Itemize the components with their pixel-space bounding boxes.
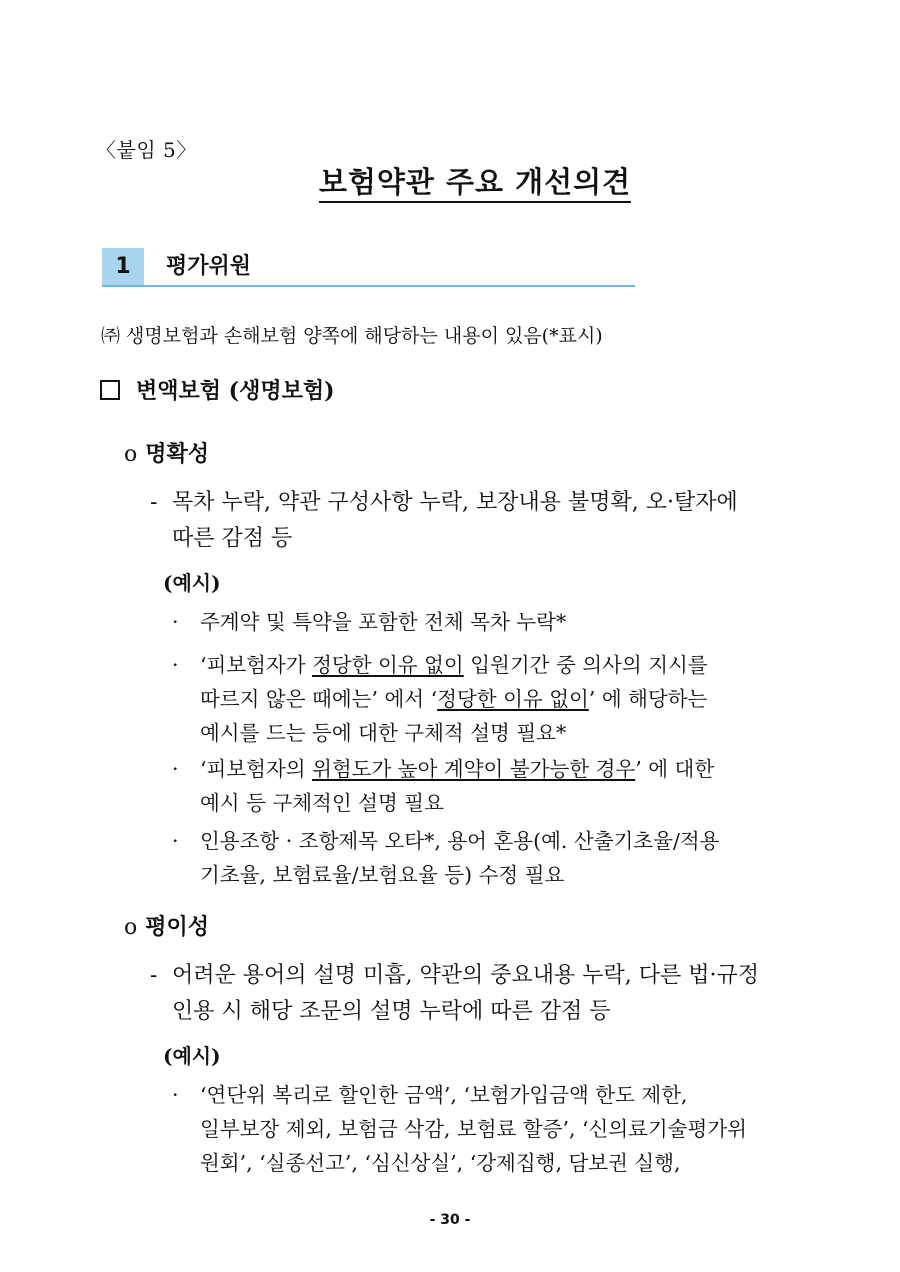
subheading-label: 명확성 bbox=[145, 441, 210, 467]
subheading-ease bbox=[124, 910, 209, 941]
dash-mark: - bbox=[150, 490, 158, 515]
item-line: 원회’, ‘실종선고’, ‘심신상실’, ‘강제집행, 담보권 실행, bbox=[200, 1151, 681, 1175]
item-line: 인용조항 · 조항제목 오타*, 용어 혼용(예. 산출기초율/적용 bbox=[200, 829, 720, 853]
example-item bbox=[172, 1078, 808, 1180]
dash-mark: - bbox=[150, 963, 158, 988]
note-text: ㈜ 생명보험과 손해보험 양쪽에 해당하는 내용이 있음(*표시) bbox=[101, 325, 603, 347]
item-line: 주계약 및 특약을 포함한 전체 목차 누락* bbox=[200, 610, 567, 634]
item-line: 일부보장 제외, 보험금 삭감, 보험료 할증’, ‘신의료기술평가위 bbox=[200, 1117, 747, 1141]
section-number: 1 bbox=[102, 248, 144, 286]
item-line bbox=[200, 682, 808, 716]
checkbox-icon bbox=[100, 380, 120, 400]
example-item bbox=[172, 648, 808, 750]
attachment-label: 〈붙임 5〉 bbox=[96, 138, 197, 162]
item-text: ’ 에 대한 bbox=[635, 757, 715, 781]
underlined-phrase: 위험도가 높아 계약이 불가능한 경우 bbox=[312, 757, 636, 781]
bullet-o: o bbox=[124, 915, 138, 940]
section-header bbox=[102, 248, 635, 286]
example-label: (예시) bbox=[163, 1044, 221, 1068]
item-text: 입원기간 중 의사의 지시를 bbox=[463, 653, 708, 677]
item-line: 예시를 드는 등에 대한 구체적 설명 필요* bbox=[200, 721, 567, 745]
document-title bbox=[0, 160, 900, 201]
item-dot: · bbox=[172, 610, 179, 634]
section-rule bbox=[102, 285, 635, 287]
subheading-clarity bbox=[124, 437, 209, 468]
item-text: ‘피보험자가 bbox=[200, 653, 313, 677]
category-heading bbox=[100, 374, 335, 405]
item-line: 기초율, 보험료율/보험요율 등) 수정 필요 bbox=[200, 863, 565, 887]
bullet-o: o bbox=[124, 442, 138, 467]
item-line bbox=[200, 752, 808, 786]
example-item bbox=[172, 752, 808, 820]
clarity-description bbox=[150, 485, 810, 557]
description-line: 따른 감점 등 bbox=[172, 526, 293, 551]
title-text: 보험약관 주요 개선의견 bbox=[319, 165, 631, 203]
ease-description bbox=[150, 958, 810, 1030]
underlined-phrase: 정당한 이유 없이 bbox=[437, 687, 589, 711]
item-line: 예시 등 구체적인 설명 필요 bbox=[200, 791, 444, 815]
example-label: (예시) bbox=[163, 571, 221, 595]
item-line: ‘연단위 복리로 할인한 금액’, ‘보험가입금액 한도 제한, bbox=[200, 1083, 688, 1107]
item-dot: · bbox=[172, 1083, 179, 1107]
subheading-label: 평이성 bbox=[145, 914, 210, 940]
page-number: - 30 - bbox=[429, 1212, 471, 1228]
description-line: 목차 누락, 약관 구성사항 누락, 보장내용 불명확, 오·탈자에 bbox=[172, 490, 738, 515]
item-text: ’ 에 해당하는 bbox=[588, 687, 708, 711]
category-label: 변액보험 (생명보험) bbox=[136, 378, 335, 404]
item-dot: · bbox=[172, 829, 179, 853]
underlined-phrase: 정당한 이유 없이 bbox=[312, 653, 464, 677]
item-dot: · bbox=[172, 653, 179, 677]
item-line bbox=[200, 648, 808, 682]
description-line: 어려운 용어의 설명 미흡, 약관의 중요내용 누락, 다른 법·규정 bbox=[172, 963, 759, 988]
section-label: 평가위원 bbox=[166, 254, 252, 279]
example-item bbox=[172, 824, 808, 892]
description-line: 인용 시 해당 조문의 설명 누락에 따른 감점 등 bbox=[172, 999, 611, 1024]
example-item bbox=[172, 605, 808, 639]
item-dot: · bbox=[172, 757, 179, 781]
item-text: ‘피보험자의 bbox=[200, 757, 313, 781]
item-text: 따르지 않은 때에는’ 에서 ‘ bbox=[200, 687, 438, 711]
